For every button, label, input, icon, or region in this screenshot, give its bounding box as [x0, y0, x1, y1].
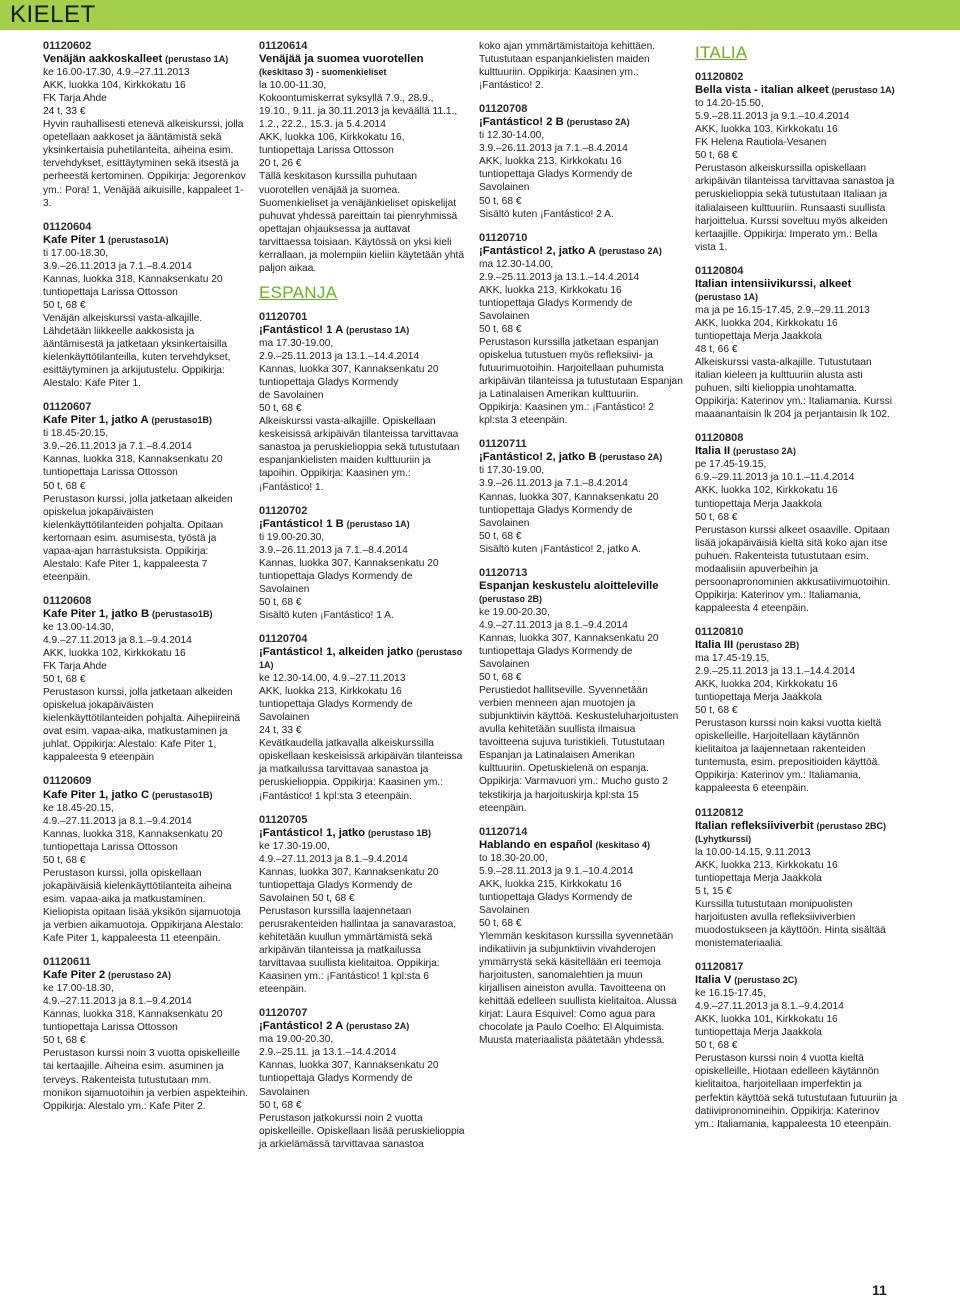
course-detail: ma 17.30-19.00,	[259, 337, 334, 349]
course-code: 01120804	[695, 264, 744, 277]
course-detail: ke 17.30-19.00,	[259, 840, 330, 852]
course-detail: tuntiopettaja Gladys Kormendy de Savolainen	[479, 504, 633, 529]
course-detail: tuntiopettaja Gladys Kormendy de Savolainen	[479, 169, 633, 194]
course-block	[479, 232, 683, 428]
course-detail: tuntiopettaja Merja Jaakkola	[695, 1027, 822, 1039]
course-title-line	[43, 53, 248, 66]
course-detail: Kannas, luokka 307, Kannaksenkatu 20	[259, 866, 439, 878]
course-code: 01120702	[259, 504, 308, 517]
course-description: Perustason kurssi noin 4 vuotta kieltä opiskelleille. Hiotaan edelleen käytännön kielitaitoa, harjoitellaan imperfektin ja perfektin käyttöä sekä tutustutaan futuuriin ja datiivipronomineihin. Oppikirja: Katerinov ym.: Italiamania, kappaleesta 10 eteenpäin.	[695, 1053, 898, 1130]
course-detail: 50 t, 68 €	[43, 299, 86, 311]
course-detail: tuntiopettaja Gladys Kormendy de Savolainen	[479, 646, 633, 671]
course-title-line	[695, 820, 900, 846]
course-code: 01120708	[479, 103, 528, 116]
course-detail: tuntiopettaja Merja Jaakkola	[695, 330, 822, 342]
page-number: 11	[872, 1282, 887, 1298]
course-detail: 3.9.–26.11.2013 ja 7.1.–8.4.2014	[479, 143, 628, 155]
course-detail: 5.9.–28.11.2013 ja 9.1.–10.4.2014	[695, 111, 850, 123]
course-detail: ma ja pe 16.15-17.45, 2.9.–29.11.2013	[695, 304, 870, 316]
course-detail: 24 t, 33 €	[43, 106, 86, 118]
course-title: Kafe Piter 1	[43, 233, 106, 246]
course-detail: 4.9.–27.11.2013 ja 8.1.–9.4.2014	[43, 996, 192, 1008]
course-detail: 50 t, 68 €	[695, 150, 738, 162]
course-level: (perustaso 2C)	[734, 975, 798, 986]
page-title: KIELET	[10, 1, 96, 28]
course-block	[259, 505, 465, 622]
course-block	[259, 633, 465, 803]
course-description: Kurssilla tutustutaan monipuolisten harjoitusten avulla refleksiiviverbien muodostukseen ja käyttöön. Hinta sisältää monistemateriaalia.	[695, 898, 886, 949]
course-detail: 6.9.–29.11.2013 ja 10.1.–11.4.2014	[695, 472, 855, 484]
course-detail: ke 16.00-17.30, 4.9.–27.11.2013	[43, 67, 190, 79]
course-detail: AKK, luokka 103, Kirkkokatu 16	[695, 124, 838, 136]
course-detail: 50 t, 68 €	[43, 1035, 86, 1047]
course-description: Perustason kurssi, jolla opiskellaan jokapäiväisiä kielenkäyttötilanteita aiheina esim. vapaa-aika ja matkustaminen. Kieliopista opitaan lisää yksikön sijamuotoja ja verbien aikamuotoja. Oppikirjana Alestalo: Kafe Piter 1, kappaleesta 11 eteenpäin.	[43, 867, 244, 945]
course-title: Venäjää ja suomea vuorotellen	[259, 53, 424, 66]
course-level: (perustaso 1B)	[367, 827, 431, 838]
course-block	[43, 595, 248, 765]
course-detail: 50 t, 68 €	[479, 323, 522, 335]
course-code: 01120701	[259, 310, 308, 323]
course-description: Sisältö kuten ¡Fantástico! 2 A.	[479, 208, 614, 220]
course-level: (perustaso 1A)	[695, 291, 759, 302]
course-detail: to 14.20-15.50,	[695, 98, 764, 110]
course-code: 01120607	[43, 401, 92, 414]
course-title: Italian intensiivikurssi, alkeet	[695, 277, 852, 290]
course-detail: 5 t, 15 €	[695, 885, 732, 897]
course-title-line	[259, 324, 465, 337]
course-detail: ke 18.45-20.15,	[43, 802, 114, 814]
course-detail: ti 19.00-20.30,	[259, 531, 325, 543]
course-detail: 4.9.–27.11.2013 ja 8.1.–9.4.2014	[695, 1001, 844, 1013]
course-code: 01120711	[479, 438, 527, 451]
course-code: 01120704	[259, 632, 308, 645]
continued-text: koko ajan ymmärtämistaitoja kehittäen. Tutustutaan espanjankielisten maiden kulttuuriin. Oppikirja: Kaasinen ym.: ¡Fantástico! 2.	[479, 41, 656, 92]
course-detail: tuntiopettaja Larissa Ottosson	[43, 286, 178, 298]
course-detail: 2.9.–25.11.2013 ja 13.1.–14.4.2014	[259, 351, 420, 363]
course-code: 01120608	[43, 594, 92, 607]
column-4	[695, 40, 900, 1142]
course-detail: 50 t, 68 €	[43, 480, 86, 492]
course-detail: 24 t, 33 €	[259, 725, 302, 737]
course-description: Alkeiskurssi vasta-alkajille. Opiskellaan keskeisissä arkipäivän tilanteissa tarvittavaa sanastoa ja peruskielioppia sekä tutustutaan espanjankielisten maiden kulttuuriin ja tapoihin. Oppikirja: Kaasinen ym.: ¡Fantástico! 1.	[259, 416, 460, 493]
course-detail: AKK, luokka 213, Kirkkokatu 16	[695, 859, 838, 871]
course-detail: 50 t, 68 €	[479, 672, 522, 684]
course-level: (perustaso 1A)	[831, 85, 895, 96]
course-block	[259, 814, 465, 997]
course-title: Italia III	[695, 638, 734, 651]
course-level: (keskitaso 3) - suomenkieliset	[259, 67, 387, 78]
course-description: Hyvin rauhallisesti etenevä alkeiskurssi, jolla opetellaan aakkoset ja ääntämistä sekä yksinkertaisia puhetilanteita, aiheina esim. tervehdykset, esittäytyminen sekä itsestä ja perheestä kertominen. Oppikirja: Jegorenkov ym.: Pora! 1, Venäjää aikuisille, kappaleet 1-3.	[43, 119, 246, 209]
course-detail: Kannas, luokka 307, Kannaksenkatu 20	[259, 557, 439, 569]
course-detail: 4.9.–27.11.2013 ja 8.1.–9.4.2014	[259, 853, 408, 865]
course-detail: AKK, luokka 215, Kirkkokatu 16	[479, 878, 622, 890]
course-title-line	[695, 639, 900, 652]
course-detail: Kannas, luokka 318, Kannaksenkatu 20	[43, 1009, 223, 1021]
course-title: Espanjan keskustelu aloitteleville	[479, 579, 659, 592]
course-detail: 50 t, 68 €	[695, 705, 738, 717]
course-detail: 48 t, 66 €	[695, 343, 738, 355]
course-block	[43, 775, 248, 945]
course-title: Venäjän aakkoskalleet	[43, 53, 163, 66]
course-block	[43, 401, 248, 584]
column-3	[479, 40, 683, 1058]
course-title: ¡Fantástico! 1 B	[259, 517, 344, 530]
course-detail: tuntiopettaja Merja Jaakkola	[695, 692, 822, 704]
course-detail: FK Tarja Ahde	[43, 661, 107, 673]
course-description: Kevätkaudella jatkavalla alkeiskurssilla opiskellaan keskeisissä arkipäivän tilanteissa ja matkailussa tarvittavaa sanastoa ja peruskielioppia. Oppikirja: Kaasinen ym.: ¡Fantástico! 1 kpl:sta 3 eteenpäin.	[259, 738, 463, 802]
course-description: Tällä keskitason kurssilla puhutaan vuorotellen venäjää ja suomea. Suomenkieliset ja venäjänkieliset opiskelijat puhuvat yhdessä pareittain tai pienryhmissä opettajan ohjauksessa ja auttavat tarvittaessa toisiaan. Käytössä on yksi kieli kerrallaan, ja molempiin kieliin käytetään yhtä paljon aikaa.	[259, 171, 464, 274]
course-title: Bella vista - italian alkeet	[695, 84, 829, 97]
course-detail: Kannas, luokka 307, Kannaksenkatu 20	[259, 1060, 439, 1072]
course-detail: tuntiopettaja Gladys Kormendy de Savolainen	[259, 1073, 413, 1098]
course-level: (perustaso 2BC) (Lyhytkurssi)	[695, 820, 887, 844]
course-block	[695, 961, 900, 1131]
course-code: 01120810	[695, 625, 744, 638]
course-detail: de Savolainen	[259, 390, 324, 402]
course-block	[479, 567, 683, 815]
header-bar	[0, 0, 960, 30]
column-2	[259, 40, 465, 1162]
course-level: (perustaso1B)	[151, 789, 213, 800]
course-detail: tuntiopettaja Gladys Kormendy de Savolainen	[479, 891, 633, 916]
course-detail: 2.9.–25.11. ja 13.1.–14.4.2014	[259, 1047, 397, 1059]
course-detail: ti 17.00-18.30,	[43, 247, 109, 259]
course-block	[695, 432, 900, 615]
course-detail: AKK, luokka 102, Kirkkokatu 16	[43, 648, 186, 660]
course-title-line	[259, 53, 465, 79]
course-detail: Kokoontumiskerrat syksyllä 7.9., 28.9., 19.10., 9.11. ja 30.11.2013 ja keväällä 11.1., 1.2., 22.2., 15.3. ja 5.4.2014	[259, 93, 458, 131]
course-block	[479, 438, 683, 555]
course-title-line	[43, 234, 248, 247]
course-detail: tuntiopettaja Merja Jaakkola	[695, 872, 822, 884]
course-block	[43, 956, 248, 1113]
course-level: (perustaso 2A)	[108, 970, 172, 981]
course-level: (perustaso 2A)	[346, 1021, 410, 1032]
course-detail: 3.9.–26.11.2013 ja 7.1.–8.4.2014	[43, 260, 192, 272]
course-title-line	[43, 414, 248, 427]
course-level: (perustaso 1A)	[259, 647, 463, 671]
course-title-line	[695, 445, 900, 458]
course-title-line	[43, 608, 248, 621]
course-block	[259, 40, 465, 275]
course-detail: tuntiopettaja Larissa Ottosson	[43, 841, 178, 853]
course-level: (perustaso 1A)	[346, 324, 410, 335]
course-title: ¡Fantástico! 1, jatko	[259, 826, 366, 839]
course-description: Perustason kurssi, jolla jatketaan alkeiden opiskelua jokapäiväisten kielenkäyttötilanteiden pohjalta. Aihepiireinä ovat esim. vapaa-aika, matkustaminen ja juhlat. Oppikirja: Alestalo: Kafe Piter 1, kappaleesta 9 eteenpäin	[43, 687, 241, 764]
course-detail: 50 t, 68 €	[479, 917, 522, 929]
course-title-line	[259, 518, 465, 531]
course-detail: FK Helena Rautiola-Vesanen	[695, 137, 827, 149]
course-detail: AKK, luokka 213, Kirkkokatu 16	[259, 686, 402, 698]
course-level: (perustaso 1A)	[165, 54, 229, 65]
course-detail: AKK, luokka 104, Kirkkokatu 16	[43, 80, 186, 92]
course-title-line	[479, 451, 683, 464]
course-detail: ma 17.45-19.15,	[695, 653, 770, 665]
course-level: (perustaso1B)	[151, 415, 213, 426]
course-detail: 2.9.–25.11.2013 ja 13.1.–14.4.2014	[479, 271, 640, 283]
course-title-line	[479, 839, 683, 852]
column-1	[43, 40, 248, 1124]
course-code: 01120604	[43, 220, 92, 233]
course-detail: 50 t, 68 €	[259, 596, 302, 608]
course-title: Italia V	[695, 974, 732, 987]
course-detail: tuntiopettaja Larissa Ottosson	[43, 1022, 178, 1034]
course-detail: tuntiopettaja Larissa Ottosson	[43, 467, 178, 479]
course-title-line	[695, 974, 900, 987]
course-detail: AKK, luokka 102, Kirkkokatu 16	[695, 485, 838, 497]
course-detail: ti 17.30-19.00,	[479, 465, 545, 477]
course-detail: Kannas, luokka 318, Kannaksenkatu 20	[43, 828, 223, 840]
course-detail: la 10.00-14.15, 9.11.2013	[695, 846, 811, 858]
course-title-line	[259, 827, 465, 840]
course-block	[259, 1007, 465, 1151]
course-code: 01120705	[259, 813, 308, 826]
course-detail: tuntiopettaja Gladys Kormendy de Savolainen	[259, 570, 413, 595]
course-detail: 5.9.–28.11.2013 ja 9.1.–10.4.2014	[479, 865, 634, 877]
course-detail: tuntiopettaja Gladys Kormendy de Savolainen	[259, 699, 413, 724]
course-level: (perustaso 2A)	[566, 117, 630, 128]
course-title: ¡Fantástico! 2 A	[259, 1020, 344, 1033]
course-detail: 50 t, 68 €	[259, 1099, 302, 1111]
course-title: ¡Fantástico! 1 A	[259, 323, 344, 336]
course-block	[259, 311, 465, 494]
course-block	[695, 265, 900, 422]
course-description: Perustason kurssilla laajennetaan perusrakenteiden hallintaa ja sanavarastoa, kehitetään kuullun ymmärtämistä sekä arkipäivän tilanteissa ja matkailussa tarvittavaa suullista kielitaitoa. Oppikirja: Kaasinen ym.: ¡Fantástico! 1 kpl:sta 6 eteenpäin.	[259, 905, 457, 996]
course-detail: ti 18.45-20.15,	[43, 428, 109, 440]
course-code: 01120611	[43, 956, 91, 969]
course-detail: tuntiopettaja Merja Jaakkola	[695, 498, 822, 510]
course-detail: AKK, luokka 204, Kirkkokatu 16	[695, 317, 838, 329]
course-detail: AKK, luokka 101, Kirkkokatu 16	[695, 1014, 838, 1026]
course-detail: 3.9.–26.11.2013 ja 7.1.–8.4.2014	[479, 478, 628, 490]
course-title: ¡Fantástico! 2 B	[479, 116, 564, 129]
course-code: 01120707	[259, 1007, 308, 1020]
course-code: 01120817	[695, 961, 744, 974]
course-code: 01120713	[479, 566, 528, 579]
course-title-line	[259, 646, 465, 672]
course-title-line	[479, 580, 683, 606]
course-title: Hablando en español	[479, 838, 593, 851]
course-detail: AKK, luokka 213, Kirkkokatu 16	[479, 284, 622, 296]
course-detail: Kannas, luokka 307, Kannaksenkatu 20	[259, 364, 439, 376]
course-level: (perustaso1B)	[151, 608, 213, 619]
course-detail: tuntiopettaja Gladys Kormendy de Savolainen	[479, 297, 633, 322]
course-detail: tuntiopettaja Gladys Kormendy de Savolainen 50 t, 68 €	[259, 879, 413, 904]
course-block	[695, 626, 900, 796]
course-detail: Kannas, luokka 307, Kannaksenkatu 20	[479, 632, 659, 644]
course-title: Italia II	[695, 445, 731, 458]
course-level: (perustaso 1A)	[346, 518, 410, 529]
course-title: Kafe Piter 2	[43, 969, 106, 982]
course-level: (perustaso 2A)	[733, 446, 797, 457]
course-block	[479, 826, 683, 1048]
course-detail: 4.9.–27.11.2013 ja 8.1.–9.4.2014	[43, 635, 192, 647]
course-description: Alkeiskurssi vasta-alkajille. Tutustutaan italian kieleen ja kulttuuriin alusta asti puhuen, silti kielioppia unohtamatta. Oppikirja: Katerinov ym.: Italiamania. Kurssi maaanantaisin lk 204 ja perjantaisin lk 102.	[695, 357, 893, 421]
course-description: Perustason kurssilla jatketaan espanjan opiskelua tutustuen myös refleksiivi- ja futuurimuotoihin. Harjoitellaan puhumista arkipäivän tilanteissa ja tutustutaan Espanjan ja Latinalaisen Amerikan kulttuuriin. Oppikirja: Kaasinen ym.: ¡Fantástico! 2 kpl:sta 3 eteenpäin.	[479, 336, 683, 427]
course-detail: 4.9.–27.11.2013 ja 8.1.–9.4.2014	[479, 619, 628, 631]
course-description: Venäjän alkeiskurssi vasta-alkajille. Lähdetään liikkeelle aakkosista ja ääntämisestä ja jatketaan yksinkertaisilla kielenkäyttötilanteilla, kuten tervehdykset, esittäytyminen ja arkijutustelu. Oppikirja: Alestalo: Kafe Piter 1.	[43, 312, 231, 390]
course-detail: la 10.00-11.30,	[259, 80, 327, 92]
course-description: Sisältö kuten ¡Fantástico! 2, jatko A.	[479, 543, 641, 555]
course-detail: Kannas, luokka 318, Kannaksenkatu 20	[43, 273, 223, 285]
course-detail: 3.9.–26.11.2013 ja 7.1.–8.4.2014	[259, 544, 408, 556]
course-detail: ke 17.00-18.30,	[43, 983, 114, 995]
course-title: ¡Fantástico! 2, jatko B	[479, 451, 597, 464]
course-detail: 20 t, 26 €	[259, 158, 302, 170]
course-level: (perustaso 2B)	[479, 593, 543, 604]
course-detail: 50 t, 68 €	[259, 403, 302, 415]
course-detail: ke 12.30-14.00, 4.9.–27.11.2013	[259, 673, 406, 685]
course-detail: 50 t, 68 €	[43, 854, 86, 866]
course-code: 01120609	[43, 775, 92, 788]
course-detail: AKK, luokka 204, Kirkkokatu 16	[695, 679, 838, 691]
course-code: 01120808	[695, 432, 744, 445]
course-title-line	[479, 245, 683, 258]
course-code: 01120602	[43, 40, 92, 52]
course-detail: ti 12.30-14.00,	[479, 130, 545, 142]
course-title: ¡Fantástico! 2, jatko A	[479, 244, 596, 257]
course-detail: 50 t, 68 €	[43, 674, 86, 686]
course-description: Perustason kurssi, jolla jatketaan alkeiden opiskelua jokapäiväisten kielenkäyttötilanteiden pohjalta. Opitaan kertomaan esim. asumisesta, työstä ja vapaa-ajan harrastuksista. Oppikirja: Alestalo: Kafe Piter 1, kappaleesta 7 eteenpäin.	[43, 493, 233, 583]
course-description: Perustason kurssi noin 3 vuotta opiskelleille tai kertaajille. Aiheina esim. asuminen ja terveys. Rakenteista tutustutaan mm. monikon sijamuotoihin ja verbien aspekteihin. Oppikirja: Alestalo ym.: Kafe Piter 2.	[43, 1048, 248, 1112]
course-title-line	[695, 84, 900, 97]
course-detail: tuntiopettaja Gladys Kormendy	[259, 377, 399, 389]
course-code: 01120614	[259, 40, 308, 52]
course-detail: ke 13.00-14.30,	[43, 621, 114, 633]
course-title: Italian refleksiiviverbit	[695, 819, 814, 832]
course-detail: 3.9.–26.11.2013 ja 7.1.–8.4.2014	[43, 441, 192, 453]
course-detail: ke 19.00-20.30,	[479, 606, 550, 618]
course-level: (perustaso 2A)	[599, 452, 663, 463]
course-detail: to 18.30-20.00,	[479, 852, 548, 864]
section-heading: ITALIA	[695, 43, 748, 62]
course-description: Ylemmän keskitason kurssilla syvennetään indikatiivin ja subjunktiivin vivahderojen ymmärrystä sekä käsitellään eri teemoja harjoitusten, sanomalehtien ja muun kirjallisen aineiston avulla. Tavoitteena on kehittää edelleen suullista kielitaitoa. Alussa kirjat: Laura Esquivel: Como agua para chocolate ja Paulo Coelho: El Alquimista. Muusta materiaalista päätetään yhdessä.	[479, 931, 677, 1047]
course-detail: AKK, luokka 213, Kirkkokatu 16	[479, 156, 622, 168]
course-detail: 4.9.–27.11.2013 ja 8.1.–9.4.2014	[43, 815, 192, 827]
course-code: 01120710	[479, 231, 528, 244]
course-description: Perustiedot hallitseville. Syvennetään verbien menneen ajan muotojen ja subjunktiivin käyttöä. Keskusteluharjoitusten avulla kehitetään suullista ilmaisua tavoitteena sujuva turistikieli. Tutustutaan Espanjan ja Latinalaisen Amerikan kulttuuriin. Opetuskielenä on espanja. Oppikirja: Varmavuori ym.: Mucho gusto 2 tekstikirja ja harjoituskirja kpl:sta 15 eteenpäin.	[479, 685, 679, 814]
course-description: Perustason jatkokurssi noin 2 vuotta opiskelleille. Opiskellaan lisää peruskielioppia ja arkielämässä tarvittavaa sanastoa	[259, 1112, 465, 1150]
course-level: (perustaso 2B)	[736, 639, 800, 650]
course-level: (perustaso1A)	[108, 234, 169, 245]
course-code: 01120714	[479, 825, 528, 838]
course-block	[43, 40, 248, 210]
course-code: 01120802	[695, 71, 744, 84]
course-title-line	[479, 116, 683, 129]
course-title: ¡Fantástico! 1, alkeiden jatko	[259, 646, 414, 659]
course-detail: 50 t, 68 €	[695, 1040, 738, 1052]
course-title-line	[695, 278, 900, 304]
course-title-line	[259, 1020, 465, 1033]
course-detail: pe 17.45-19.15,	[695, 459, 767, 471]
course-detail: FK Tarja Ahde	[43, 93, 107, 105]
course-block	[43, 221, 248, 391]
course-title-line	[43, 789, 248, 802]
course-detail: 50 t, 68 €	[479, 530, 522, 542]
course-title: Kafe Piter 1, jatko C	[43, 788, 150, 801]
section-heading: ESPANJA	[259, 282, 338, 302]
course-description: Perustason kurssi noin kaksi vuotta kieltä opiskelleille. Harjoitellaan käytännön kielitaitoa ja laajennetaan rakenteiden tuntemusta, esim. prepositioiden käyttöä. Oppikirja: Katerinov ym.: Italiamania, kappaleesta 6 eteenpäin.	[695, 718, 882, 795]
course-detail: Kannas, luokka 318, Kannaksenkatu 20	[43, 454, 223, 466]
course-detail: 2.9.–25.11.2013 ja 13.1.–14.4.2014	[695, 666, 856, 678]
course-detail: Kannas, luokka 307, Kannaksenkatu 20	[479, 491, 659, 503]
course-detail: ma 19.00-20.30,	[259, 1034, 334, 1046]
course-block	[479, 103, 683, 220]
course-code: 01120812	[695, 806, 744, 819]
course-description: Perustason alkeiskurssilla opiskellaan arkipäivän tilanteissa tarvittavaa sanastoa ja peruskielioppia sekä tutustutaan Italiaan ja italialaiseen kulttuuriin. Runsaasti suullista harjoittelua. Kurssi soveltuu myös alkeiden kertaajille. Oppikirja: Imperato ym.: Bella vista 1.	[695, 163, 895, 253]
course-title: Kafe Piter 1, jatko A	[43, 414, 149, 427]
course-description: Sisältö kuten ¡Fantástico! 1 A.	[259, 609, 394, 621]
course-detail: tuntiopettaja Larissa Ottosson	[259, 145, 394, 157]
course-detail: ma 12.30-14.00,	[479, 258, 554, 270]
course-title: Kafe Piter 1, jatko B	[43, 607, 150, 620]
course-block	[695, 807, 900, 951]
course-level: (keskitaso 4)	[595, 839, 650, 850]
course-description: Perustason kurssi alkeet osaaville. Opitaan lisää jokapäiväisiä kieltä sitä koko ajan itse puhuen. Rakenteista tutustutaan esim. modaalisiin apuverbeihin ja persoonapronominien akkusatiivimuotoihin. Oppikirja: Katerinov ym.: Italiamania, kappaleesta 4 eteenpäin.	[695, 524, 891, 614]
course-detail: 50 t, 68 €	[479, 195, 522, 207]
course-level: (perustaso 2A)	[598, 245, 662, 256]
course-detail: ke 16.15-17.45,	[695, 988, 766, 1000]
course-detail: 50 t, 68 €	[695, 511, 738, 523]
course-title-line	[43, 969, 248, 982]
course-block	[695, 71, 900, 254]
course-detail: AKK, luokka 106, Kirkkokatu 16,	[259, 132, 405, 144]
